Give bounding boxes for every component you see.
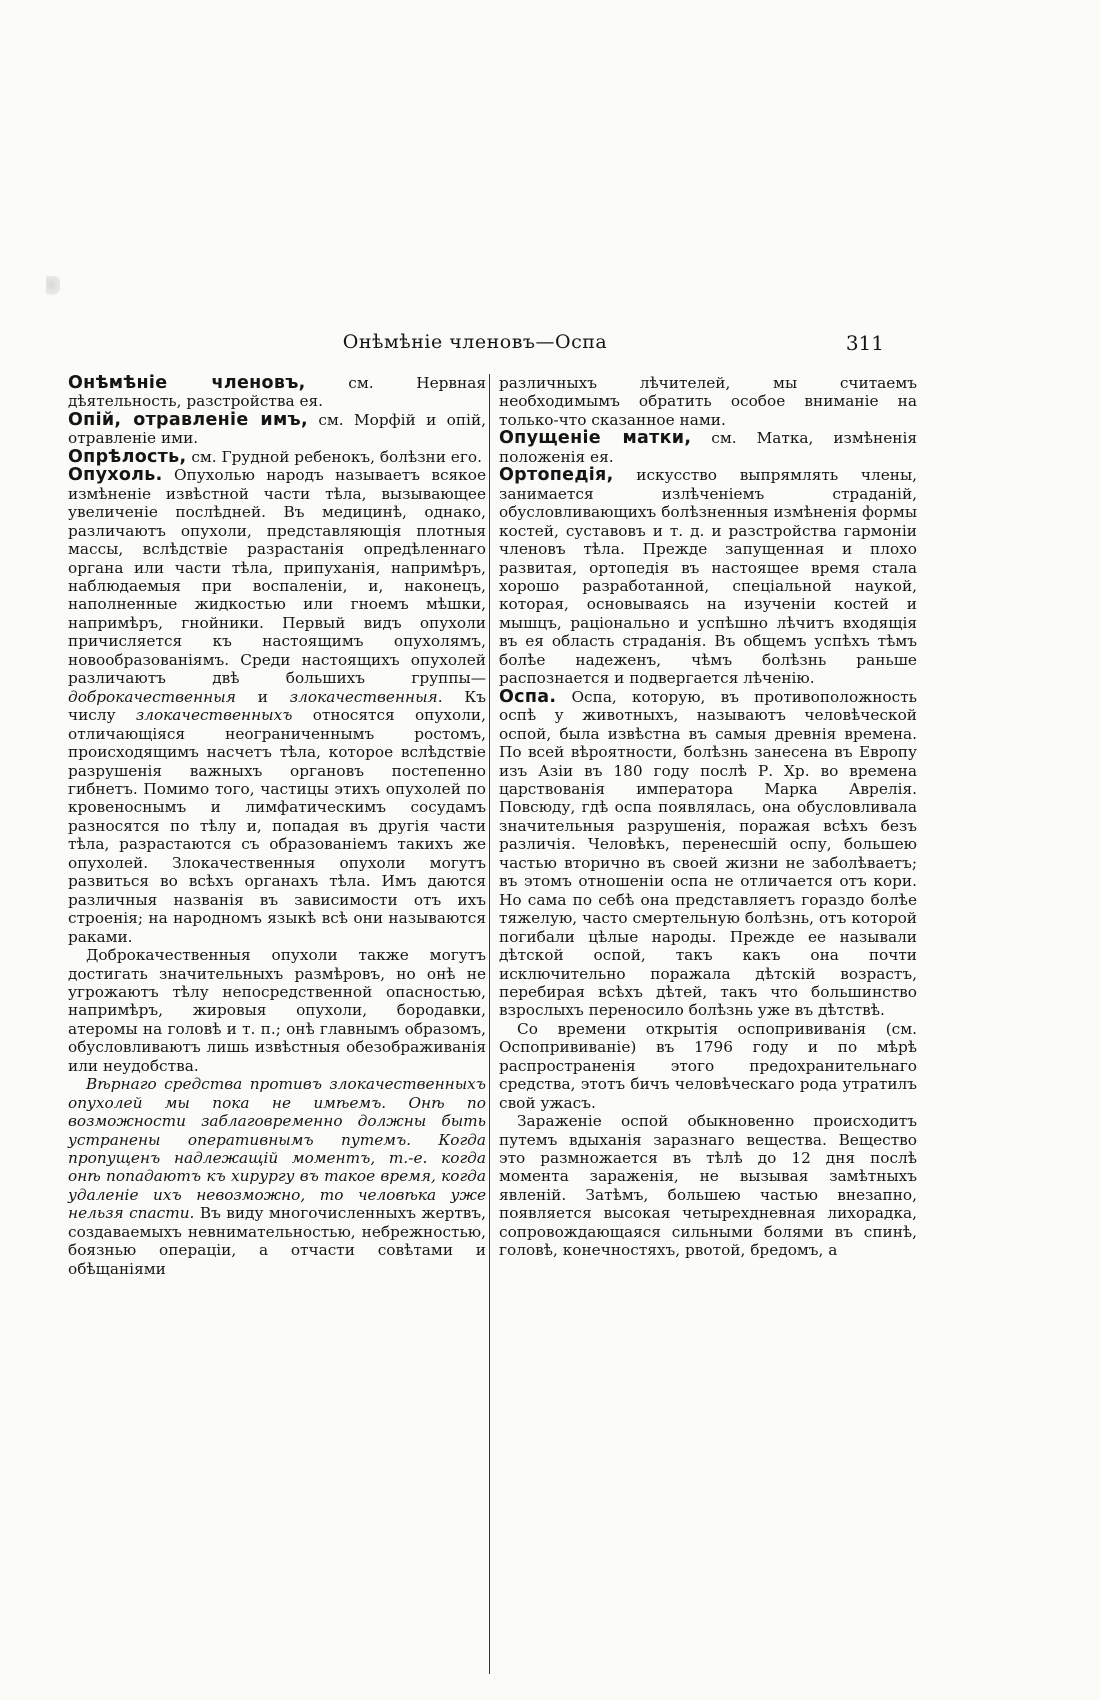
entry-oprelost [68,448,486,466]
headword: Опрѣлость, [68,446,187,467]
paragraph-continued: различныхъ лѣчителей, мы считаемъ необходимымъ обратить особое вниманіе на только-что сказанное нами. [499,374,917,429]
entry-text: Опухолью народъ называетъ всякое измѣненіе извѣстной части тѣла, вызывающее увеличеніе послѣдней. Въ медицинѣ, однако, различаютъ опухоли, представляющія плотныя массы, вслѣдствіе разрастанія опредѣленнаго органа или части тѣла, припуханія, напримѣръ, наблюдаемыя при воспаленіи, и, наконецъ, наполненные жидкостью или гноемъ мѣшки, напримѣръ, гнойники. Первый видъ опухоли причисляется къ настоящимъ опухолямъ, новообразованіямъ. Среди настоящихъ опухолей различаютъ двѣ большихъ группы— [68,466,486,688]
entry-text: см. Грудной ребенокъ, болѣзни его. [186,447,482,466]
headword: Опухоль. [68,465,163,486]
entry-ospa [499,688,917,1020]
entry-text: см. Нервная дѣятельность, разстройства ея. [68,374,486,411]
paragraph: Зараженіе оспой обыкновенно происходитъ путемъ вдыханія заразнаго вещества. Вещество это размножается въ тѣлѣ до 12 дня послѣ момента зараженія, не вызывая замѣтныхъ явленій. Затѣмъ, большею частью внезапно, появляется высокая четырехдневная лихорадка, сопровождающаяся сильными болями въ спинѣ, головѣ, конечностяхъ, рвотой, бредомъ, а [499,1112,917,1260]
entry-text: относятся опухоли, отличающіяся неограниченнымъ ростомъ, происходящимъ насчетъ тѣла, которое вслѣдствіе разрушенія важныхъ органовъ постепенно гибнетъ. Помимо того, частицы этихъ опухолей по кровеноснымъ и лимфатическимъ сосудамъ разносятся по тѣлу и, попадая въ другія части тѣла, разрастаются съ образованіемъ такихъ же опухолей. Злокачественныя опухоли могутъ развиться во всѣхъ органахъ тѣла. Имъ даются различныя названія въ зависимости отъ ихъ строенія; на народномъ языкѣ всѣ они называются раками. [68,706,486,946]
entry-text: Оспа, которую, въ противоположность оспѣ у животныхъ, называютъ человѣческой оспой, была извѣстна въ самыя древнія времена. По всей вѣроятности, болѣзнь занесена въ Европу изъ Азіи въ 180 году послѣ Р. Хр. во времена царствованія императора Марка Аврелія. Повсюду, гдѣ оспа появлялась, она обусловливала значительныя разрушенія, поражая всѣхъ безъ различія. Человѣкъ, перенесшій оспу, большею частью вторично въ своей жизни не заболѣваетъ; въ этомъ отношеніи оспа не отличается отъ кори. Но сама по себѣ она представляетъ гораздо болѣе тяжелую, часто смертельную болѣзнь, отъ которой погибали цѣлые народы. Прежде ее называли дѣтской оспой, такъ какъ она почти исключительно поражала дѣтскій возрастъ, перебирая всѣхъ дѣтей, такъ что большинство взрослыхъ переносило болѣзнь уже въ дѣтствѣ. [499,687,917,1020]
italic-term: злокачественныя [289,687,438,706]
headword: Ортопедія, [499,465,614,486]
entry-opukhol [68,466,486,946]
entry-text: см. Морфій и опій, отравленіе ими. [68,410,486,448]
italic-term: доброкачественныя [68,687,236,706]
entry-text: искусство выпрямлять члены, занимается излѣченіемъ страданій, обусловливающихъ болѣзненныя измѣненія формы костей, суставовъ и т. д. и разстройства гармоніи членовъ тѣла. Прежде запущенная и плохо развитая, ортопедія въ настоящее время стала хорошо разработанной, спеціальной наукой, которая, основываясь на изученіи костей и мышцъ, раціонально и успѣшно лѣчитъ входящія въ ея область страданія. Въ общемъ успѣхъ тѣмъ болѣе надеженъ, чѣмъ болѣзнь раньше распознается и подвергается лѣченію. [499,466,917,688]
italic-term: злокачественныхъ [135,706,293,725]
column-divider [489,374,490,1674]
entry-text: и [235,687,290,706]
entry-onemenie [68,374,486,411]
paragraph [68,1075,486,1278]
running-header [66,331,884,365]
headword: Онѣмѣніе членовъ, [68,373,306,393]
entry-text: . Къ числу [68,687,486,725]
left-column [68,374,486,1278]
paragraph: Со времени открытія оспопрививанія (см. Оспопрививаніе) въ 1796 году и по мѣрѣ распространенія этого предохранительнаго средства, этотъ бичъ человѣческаго рода утратилъ свой ужасъ. [499,1019,917,1112]
right-column [499,374,917,1260]
headword: Опій, отравленіе имъ, [68,409,308,430]
entry-text: см. Матка, измѣненія положенія ея. [499,429,918,466]
italic-passage: Вѣрнаго средства противъ злокачественныхъ опухолей мы пока не имѣемъ. Онѣ по возможности заблаговременно должны быть устранены оперативнымъ путемъ. Когда пропущенъ надлежащій моментъ, т.-е. когда онѣ попадаютъ къ хирургу въ такое время, когда удаленіе ихъ невозможно, то человѣка уже нельзя спасти. [68,1075,486,1223]
headword: Оспа. [499,686,557,707]
entry-ortopediya [499,466,917,687]
scan-blemish [46,276,60,298]
paragraph-text: Въ виду многочисленныхъ жертвъ, создаваемыхъ невнимательностью, небрежностью, боязнью операціи, а отчасти совѣтами и обѣщаніями [68,1204,486,1278]
entry-opushchenie [499,429,917,466]
paragraph: Доброкачественныя опухоли также могутъ достигать значительныхъ размѣровъ, но онѣ не угрожаютъ тѣлу непосредственной опасностью, напримѣръ, жировыя опухоли, бородавки, атеромы на головѣ и т. п.; онѣ главнымъ образомъ, обусловливаютъ лишь извѣстныя обезображиванія или неудобства. [68,946,486,1075]
headword: Опущеніе матки, [499,428,692,449]
running-title: Онѣмѣніе членовъ—Оспа [342,331,608,353]
entry-opiy [68,411,486,448]
page-number: 311 [845,331,884,355]
